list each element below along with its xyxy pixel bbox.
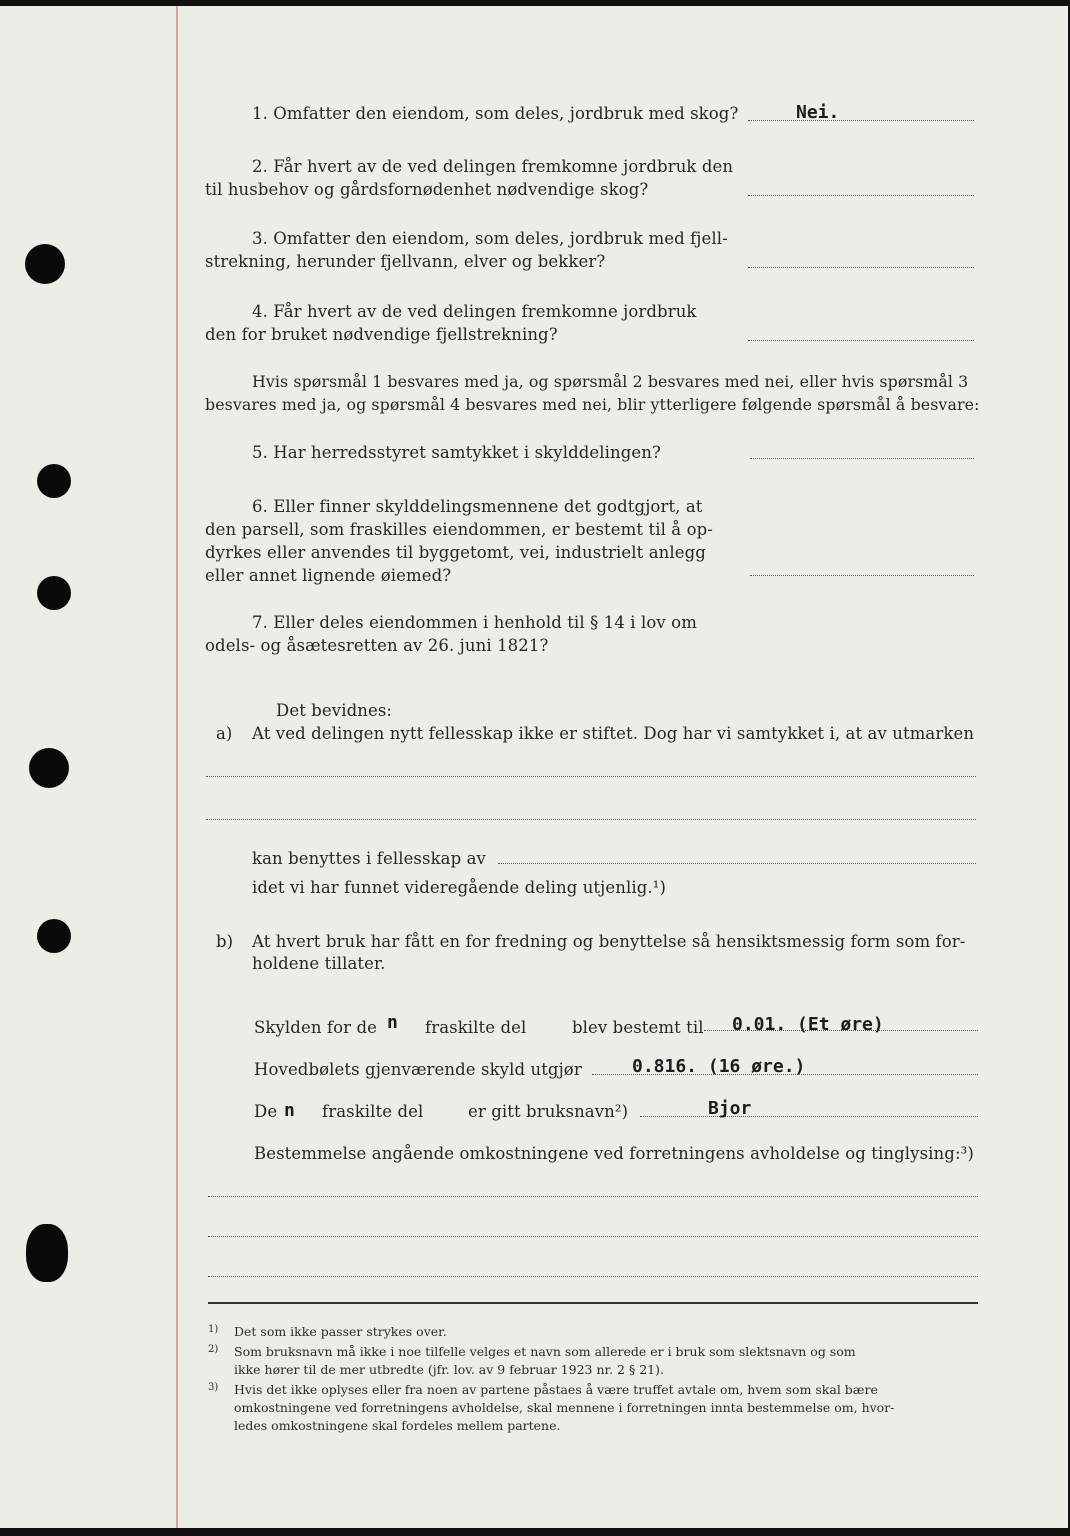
attest-a-text: At ved delingen nytt fellesskap ikke er stiftet. Dog har vi samtykket i, at av utmarken — [252, 724, 975, 743]
instruction-line-2: besvares med ja, og spørsmål 4 besvares med nei, blir ytterligere følgende spørsmål å besvare: — [205, 395, 980, 414]
attest-a-common: kan benyttes i fellesskap av — [252, 849, 486, 868]
hovedbol-label: Hovedbølets gjenværende skyld utgjør — [254, 1060, 582, 1079]
attest-b-line-2: holdene tillater. — [252, 954, 386, 973]
footnote-1-marker: 1) — [208, 1324, 219, 1335]
question-6-line-2: den parsell, som fraskilles eiendommen, er bestemt til å op- — [205, 520, 713, 539]
footnote-3-line-1: Hvis det ikke oplyses eller fra noen av partene påstaes å være truffet avtale om, hvem som skal bære — [234, 1382, 878, 1397]
question-6-line-4: eller annet lignende øiemed? — [205, 566, 452, 585]
answer-line-2 — [748, 195, 974, 196]
footnote-rule — [208, 1302, 978, 1304]
binder-hole — [25, 244, 65, 284]
question-5: 5. Har herredsstyret samtykket i skylddelingen? — [252, 443, 661, 462]
binder-hole — [29, 748, 69, 788]
binder-hole — [37, 919, 71, 953]
fill-line-a-common — [498, 863, 976, 864]
instruction-line-1: Hvis spørsmål 1 besvares med ja, og spørsmål 2 besvares med nei, eller hvis spørsmål 3 — [252, 372, 969, 391]
bruksnavn-label-2: fraskilte del — [322, 1102, 424, 1121]
answer-line-3 — [748, 267, 974, 268]
bruksnavn-value: Bjor — [708, 1098, 752, 1119]
question-3-line-1: 3. Omfatter den eiendom, som deles, jordbruk med fjell- — [252, 229, 728, 248]
question-4-line-1: 4. Får hvert av de ved delingen fremkomne jordbruk — [252, 302, 697, 321]
omkostning-line-3 — [208, 1276, 978, 1277]
footnote-2-line-1: Som bruksnavn må ikke i noe tilfelle velges et navn som allerede er i bruk som slektsnavn og som — [234, 1344, 856, 1359]
answer-line-1 — [748, 120, 974, 121]
answer-line-5 — [750, 458, 974, 459]
hovedbol-value: 0.816. (16 øre.) — [632, 1056, 806, 1077]
answer-1: Nei. — [796, 102, 840, 123]
question-2-line-2: til husbehov og gårdsfornødenhet nødvendige skog? — [205, 180, 649, 199]
attest-a-marker: a) — [216, 724, 233, 743]
footnote-3-line-2: omkostningene ved forretningens avholdelse, skal mennene i forretningen innta bestemmelse om, hvor- — [234, 1400, 895, 1415]
bruksnavn-label-3: er gitt bruksnavn²) — [468, 1102, 629, 1121]
bruksnavn-label: De — [254, 1102, 278, 1121]
answer-line-6 — [750, 575, 974, 576]
question-1: 1. Omfatter den eiendom, som deles, jordbruk med skog? — [252, 104, 739, 123]
skyld-label-3: blev bestemt til — [572, 1018, 704, 1037]
footnote-3-line-3: ledes omkostningene skal fordeles mellem partene. — [234, 1418, 561, 1433]
binder-hole — [26, 1224, 68, 1282]
skyld-typed-n: n — [387, 1012, 398, 1033]
margin-line — [176, 6, 178, 1528]
footnote-1: Det som ikke passer strykes over. — [234, 1324, 447, 1339]
fill-line-a-2 — [206, 819, 976, 820]
skyld-value: 0.01. (Et øre) — [732, 1014, 884, 1035]
question-3-line-2: strekning, herunder fjellvann, elver og bekker? — [205, 252, 606, 271]
document-page — [0, 6, 1068, 1528]
question-4-line-2: den for bruket nødvendige fjellstrekning? — [205, 325, 558, 344]
question-6-line-1: 6. Eller finner skylddelingsmennene det godtgjort, at — [252, 497, 703, 516]
footnote-2-line-2: ikke hører til de mer utbredte (jfr. lov. av 9 februar 1923 nr. 2 § 21). — [234, 1362, 664, 1377]
attest-b-marker: b) — [216, 932, 234, 951]
footnote-3-marker: 3) — [208, 1382, 219, 1393]
bruksnavn-typed-n: n — [284, 1100, 295, 1121]
question-2-line-1: 2. Får hvert av de ved delingen fremkomne jordbruk den — [252, 157, 734, 176]
footnote-2-marker: 2) — [208, 1344, 219, 1355]
attest-heading: Det bevidnes: — [276, 701, 393, 720]
question-7-line-2: odels- og åsætesretten av 26. juni 1821? — [205, 636, 549, 655]
question-6-line-3: dyrkes eller anvendes til byggetomt, vei, industrielt anlegg — [205, 543, 706, 562]
skyld-label: Skylden for de — [254, 1018, 377, 1037]
attest-a-reason: idet vi har funnet videregående deling utjenlig.¹) — [252, 878, 666, 897]
skyld-label-2: fraskilte del — [425, 1018, 527, 1037]
attest-b-line-1: At hvert bruk har fått en for fredning og benyttelse så hensiktsmessig form som for- — [252, 932, 966, 951]
omkostning-line-1 — [208, 1196, 978, 1197]
bruksnavn-value-line — [640, 1116, 978, 1117]
fill-line-a-1 — [206, 776, 976, 777]
binder-hole — [37, 576, 71, 610]
binder-hole — [37, 464, 71, 498]
question-7-line-1: 7. Eller deles eiendommen i henhold til § 14 i lov om — [252, 613, 697, 632]
omkostning-label: Bestemmelse angående omkostningene ved forretningens avholdelse og tinglysing:³) — [254, 1144, 974, 1163]
omkostning-line-2 — [208, 1236, 978, 1237]
answer-line-4 — [748, 340, 974, 341]
